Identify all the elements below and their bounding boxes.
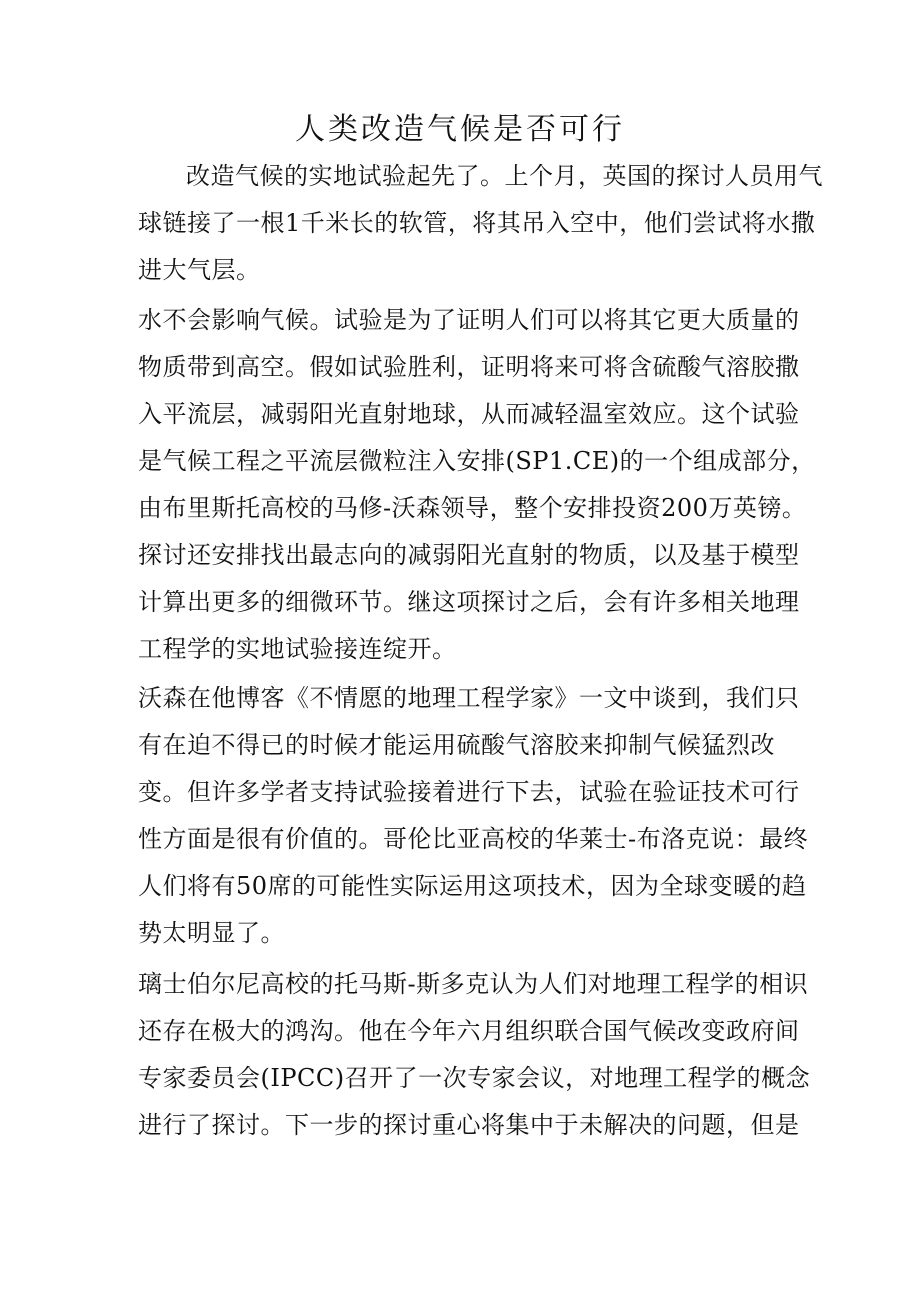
text-line: 物质带到高空。假如试验胜利，证明将来可将含硫酸气溶胶撒 [138, 353, 800, 381]
text-line: 沃森在他博客《不情愿的地理工程学家》一文中谈到，我们只 [138, 684, 800, 712]
text-line: 由布里斯托高校的马修-沃森领导，整个安排投资200万英镑。 [138, 494, 807, 522]
text-line: 探讨还安排找出最志向的减弱阳光直射的物质，以及基于模型 [138, 541, 800, 569]
text-line: 势太明显了。 [138, 919, 285, 947]
text-line: 璃士伯尔尼高校的托马斯-斯多克认为人们对地理工程学的相识 [138, 970, 809, 998]
page-title: 人类改造气候是否可行 [295, 112, 625, 147]
text-line: 还存在极大的鸿沟。他在今年六月组织联合国气候改变政府间 [138, 1017, 800, 1045]
text-line: 球链接了一根1千米长的软管，将其吊入空中，他们尝试将水撒 [138, 209, 816, 237]
text-line: 是气候工程之平流层微粒注入安排(SP1.CE)的一个组成部分， [138, 447, 816, 475]
text-line: 专家委员会(IPCC)召开了一次专家会议，对地理工程学的概念 [138, 1064, 811, 1092]
text-line: 人们将有50席的可能性实际运用这项技术，因为全球变暖的趋 [138, 872, 807, 900]
text-line: 工程学的实地试验接连绽开。 [138, 635, 457, 663]
text-line: 进行了探讨。下一步的探讨重心将集中于未解决的问题，但是 [138, 1111, 800, 1139]
text-line: 有在迫不得已的时候才能运用硫酸气溶胶来抑制气候猛烈改 [138, 731, 775, 759]
text-line: 改造气候的实地试验起先了。上个月，英国的探讨人员用气 [186, 162, 823, 190]
text-line: 入平流层，减弱阳光直射地球，从而减轻温室效应。这个试验 [138, 400, 800, 428]
text-line: 水不会影响气候。试验是为了证明人们可以将其它更大质量的 [138, 306, 800, 334]
text-line: 变。但许多学者支持试验接着进行下去，试验在验证技术可行 [138, 778, 800, 806]
text-line: 性方面是很有价值的。哥伦比亚高校的华莱士-布洛克说：最终 [138, 825, 809, 853]
text-line: 计算出更多的细微环节。继这项探讨之后，会有许多相关地理 [138, 588, 800, 616]
text-line: 进大气层。 [138, 256, 261, 284]
